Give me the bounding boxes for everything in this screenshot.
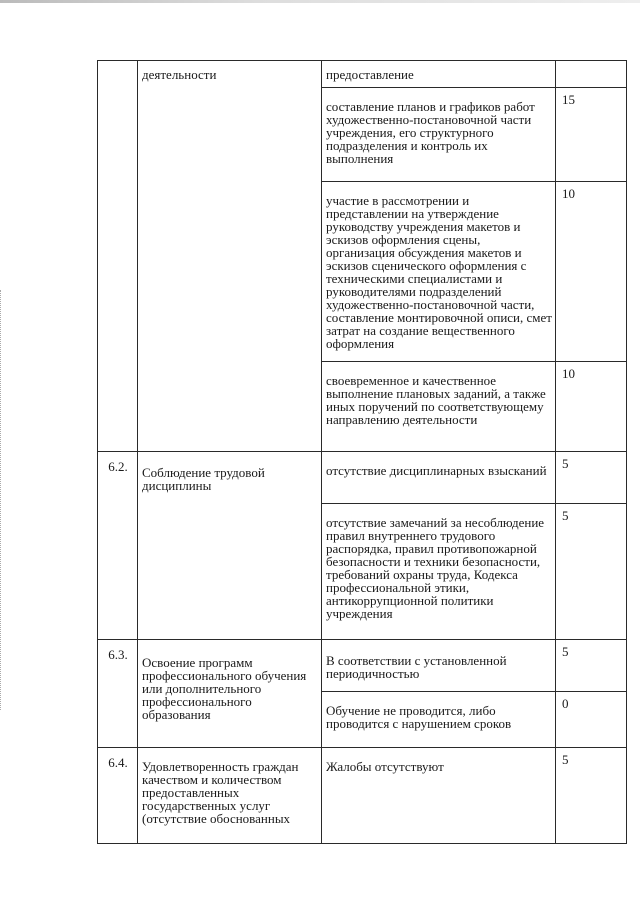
criteria-table xyxy=(97,60,627,844)
points-cell: 15 xyxy=(556,88,627,182)
criterion-cell: участие в рассмотрении и представлении на утверждение руководству учреждения макетов и эскизов оформления сцены, организация обсуждения макетов и эскизов сценического оформления с техническими специалистами и руководителями подразделений художественно-постановочной части, составление монтировочной описи, смет затрат на создание вещественного оформления xyxy=(322,182,556,362)
criterion-cell: отсутствие замечаний за несоблюдение правил внутреннего трудового распорядка, правил противопожарной безопасности и техники безопасности, требований охраны труда, Кодекса профессиональной этики, антикоррупционной политики учреждения xyxy=(322,504,556,640)
scan-edge-top xyxy=(0,0,640,3)
criterion-cell: составление планов и графиков работ художественно-постановочной части учреждения, его структурного подразделения и контроль их выполнения xyxy=(322,88,556,182)
row-number: 6.3. xyxy=(98,640,138,748)
table-row xyxy=(98,452,627,504)
points-cell: 10 xyxy=(556,362,627,452)
indicator-cell: Освоение программ профессионального обучения или дополнительного профессионального образования xyxy=(138,640,322,748)
indicator-cell: деятельности xyxy=(138,61,322,452)
table-row xyxy=(98,748,627,844)
row-number: 6.2. xyxy=(98,452,138,640)
points-cell xyxy=(556,61,627,88)
indicator-cell: Соблюдение трудовой дисциплины xyxy=(138,452,322,640)
criterion-cell: Жалобы отсутствуют xyxy=(322,748,556,844)
row-number xyxy=(98,61,138,452)
table-row xyxy=(98,640,627,692)
table-row xyxy=(98,61,627,88)
criterion-cell: своевременное и качественное выполнение плановых заданий, а также иных поручений по соответствующему направлению деятельности xyxy=(322,362,556,452)
points-cell: 5 xyxy=(556,452,627,504)
criterion-cell: Обучение не проводится, либо проводится с нарушением сроков xyxy=(322,692,556,748)
criterion-cell: предоставление xyxy=(322,61,556,88)
points-cell: 5 xyxy=(556,504,627,640)
points-cell: 5 xyxy=(556,640,627,692)
points-cell: 5 xyxy=(556,748,627,844)
scan-edge-left xyxy=(0,290,3,710)
criterion-cell: отсутствие дисциплинарных взысканий xyxy=(322,452,556,504)
row-number: 6.4. xyxy=(98,748,138,844)
points-cell: 10 xyxy=(556,182,627,362)
criterion-cell: В соответствии с установленной периодичностью xyxy=(322,640,556,692)
indicator-cell: Удовлетворенность граждан качеством и количеством предоставленных государственных услуг (отсутствие обоснованных xyxy=(138,748,322,844)
points-cell: 0 xyxy=(556,692,627,748)
